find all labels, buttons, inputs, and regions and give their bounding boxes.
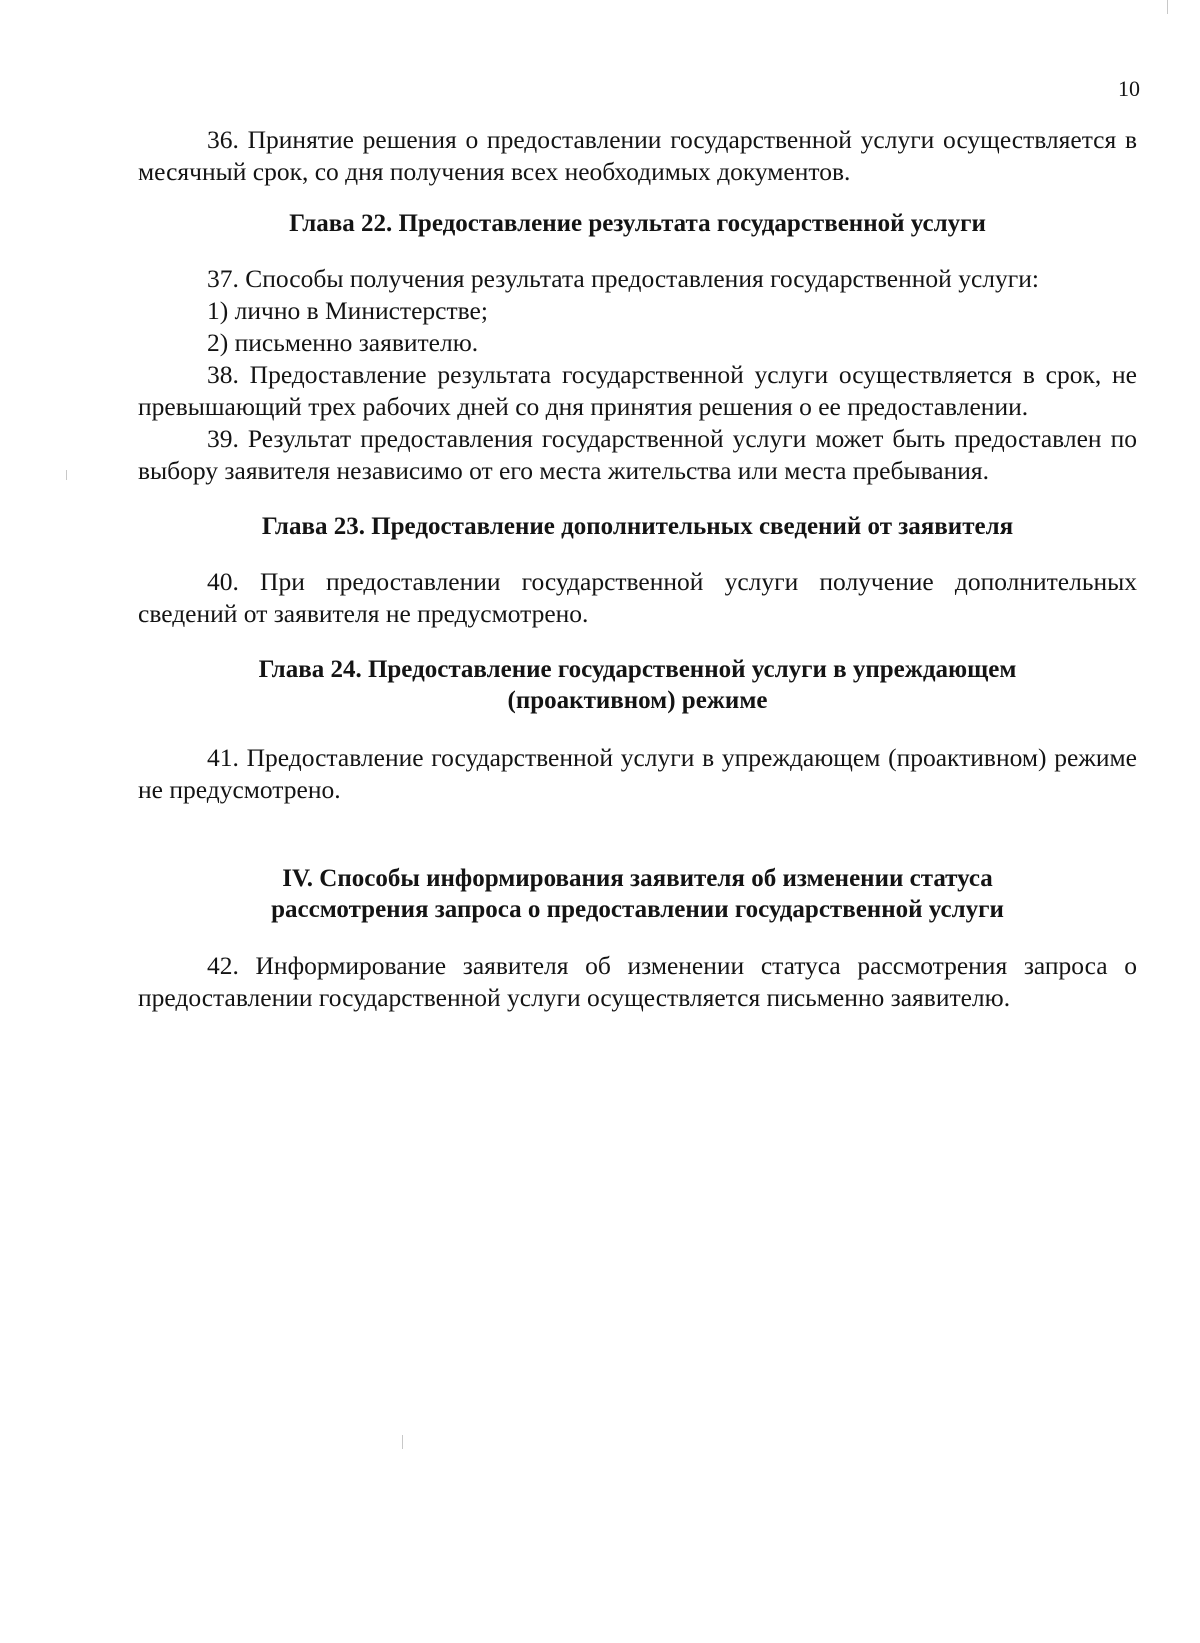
list-item-1: 1) лично в Министерстве; (207, 296, 488, 325)
chapter-24-heading-line-2: (проактивном) режиме (507, 687, 768, 714)
chapter-24-heading (138, 654, 1137, 716)
paragraph-40: 40. При предоставлении государственной услуги получение дополнительных сведений от заявителя не предусмотрено. (138, 567, 1137, 628)
paragraph-39: 39. Результат предоставления государственной услуги может быть предоставлен по выбору заявителя независимо от его места жительства или места пребывания. (138, 424, 1137, 485)
chapter-22-heading: Глава 22. Предоставление результата государственной услуги (289, 210, 986, 237)
document-body (138, 124, 1137, 1014)
paragraph-41: 41. Предоставление государственной услуги в упреждающем (проактивном) режиме не предусмотрено. (138, 743, 1137, 804)
section-iv-heading (138, 863, 1137, 925)
list-item-2: 2) письменно заявителю. (207, 328, 479, 357)
chapter-23-heading: Глава 23. Предоставление дополнительных сведений от заявителя (261, 513, 1014, 540)
chapter-24-heading-line-1: Глава 24. Предоставление государственной услуги в упреждающем (258, 656, 1017, 683)
paragraph-38: 38. Предоставление результата государственной услуги осуществляется в срок, не превышающий трех рабочих дней со дня принятия решения о ее предоставлении. (138, 360, 1137, 421)
scan-artifact (66, 470, 67, 480)
section-iv-heading-line-1: IV. Способы информирования заявителя об изменении статуса (282, 865, 993, 892)
section-iv-heading-line-2: рассмотрения запроса о предоставлении государственной услуги (271, 896, 1004, 923)
paragraph-42: 42. Информирование заявителя об изменении статуса рассмотрения запроса о предоставлении государственной услуги осуществляется письменно заявителю. (138, 951, 1137, 1012)
scan-artifact (402, 1435, 403, 1449)
scan-artifact (1167, 0, 1168, 14)
paragraph-36: 36. Принятие решения о предоставлении государственной услуги осуществляется в месячный срок, со дня получения всех необходимых документов. (138, 125, 1137, 186)
paragraph-37: 37. Способы получения результата предоставления государственной услуги: (207, 264, 1039, 293)
page-number: 10 (1118, 76, 1140, 101)
